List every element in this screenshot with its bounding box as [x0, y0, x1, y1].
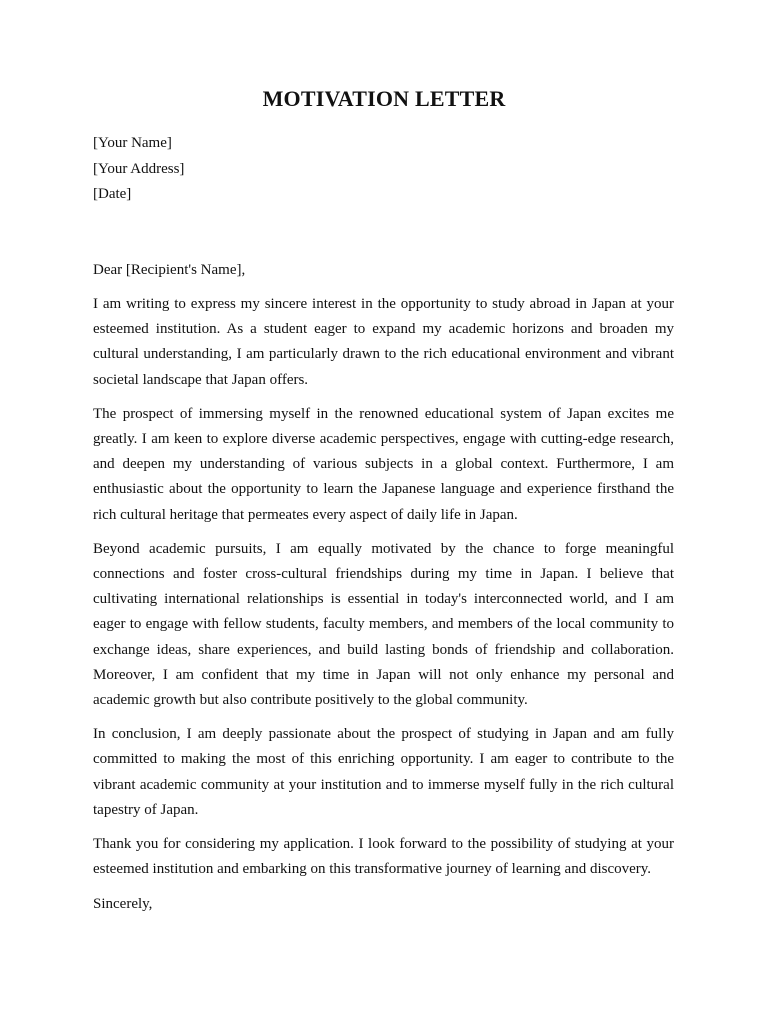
paragraph-education: The prospect of immersing myself in the renowned educational system of Japan excites me greatly. I am keen to explore diverse academic perspectives, engage with cutting-edge research, and deepen my understanding of various subjects in a global context. Furthermore, I am enthusiastic about the opportunity to learn the Japanese language and experience firsthand the rich cultural heritage that permeates every aspect of daily life in Japan.: [93, 405, 674, 523]
salutation: Dear [Recipient's Name],: [93, 261, 246, 278]
sender-name: [Your Name]: [93, 135, 172, 151]
paragraph-connections: Beyond academic pursuits, I am equally motivated by the chance to forge meaningful connections and foster cross-cultural friendships during my time in Japan. I believe that cultivating international relationships is essential in today's interconnected world, and I am eager to engage with fellow students, faculty members, and members of the local community to exchange ideas, share experiences, and build lasting bonds of friendship and collaboration. Moreover, I am confident that my time in Japan will not only enhance my personal and academic growth but also contribute positively to the global community.: [93, 540, 674, 709]
paragraph-thanks: Thank you for considering my application. I look forward to the possibility of studying at your esteemed institution and embarking on this transformative journey of learning and discovery.: [93, 836, 674, 878]
letter-title: MOTIVATION LETTER: [262, 86, 506, 111]
letter-date: [Date]: [93, 186, 132, 202]
sender-address: [Your Address]: [93, 160, 185, 177]
closing: Sincerely,: [93, 896, 153, 913]
paragraph-intro: I am writing to express my sincere interest in the opportunity to study abroad in Japan at your esteemed institution. As a student eager to expand my academic horizons and broaden my cultural understanding, I am particularly drawn to the rich educational environment and vibrant societal landscape that Japan offers.: [93, 296, 674, 388]
letter-body: [93, 131, 674, 918]
paragraph-conclusion: In conclusion, I am deeply passionate about the prospect of studying in Japan and am fully committed to making the most of this enriching opportunity. I am eager to contribute to the vibrant academic community at your institution and to immerse myself fully in the rich cultural tapestry of Japan.: [93, 726, 674, 818]
